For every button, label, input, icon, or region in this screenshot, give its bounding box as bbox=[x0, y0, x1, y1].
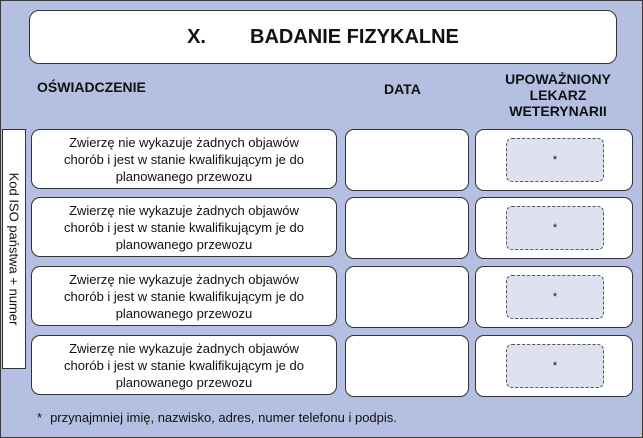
vet-signature-box bbox=[475, 197, 633, 259]
statement-line: planowanego przewozu bbox=[115, 305, 253, 321]
footnote-mark: * bbox=[37, 410, 43, 425]
section-number: X. bbox=[187, 25, 206, 48]
date-column-header: DATA bbox=[384, 81, 421, 97]
vet-signature-box bbox=[475, 335, 633, 397]
iso-code-label: Kod ISO państwa + numer bbox=[6, 172, 22, 326]
statement-column-header: OŚWIADCZENIE bbox=[37, 79, 146, 95]
section-title-box bbox=[29, 10, 617, 64]
date-field[interactable] bbox=[345, 335, 469, 397]
signature-field[interactable]: * bbox=[506, 275, 604, 319]
date-field[interactable] bbox=[345, 197, 469, 259]
signature-field[interactable]: * bbox=[506, 138, 604, 182]
vet-header-line-1: UPOWAŻNIONY bbox=[505, 71, 611, 87]
statement-box bbox=[31, 266, 337, 326]
statement-line: chorób i jest w stanie kwalifikującym je do bbox=[64, 151, 304, 167]
statement-line: planowanego przewozu bbox=[115, 236, 253, 252]
statement-line: Zwierzę nie wykazuje żadnych objawów bbox=[69, 134, 299, 150]
statement-line: chorób i jest w stanie kwalifikującym je do bbox=[64, 288, 304, 304]
statement-box bbox=[31, 129, 337, 189]
statement-box bbox=[31, 197, 337, 257]
date-field[interactable] bbox=[345, 266, 469, 328]
statement-line: planowanego przewozu bbox=[115, 374, 253, 390]
statement-box bbox=[31, 335, 337, 395]
footnote bbox=[37, 410, 397, 425]
vet-signature-box bbox=[475, 129, 633, 191]
statement-line: chorób i jest w stanie kwalifikującym je do bbox=[64, 219, 304, 235]
vet-column-header bbox=[483, 71, 633, 119]
date-field[interactable] bbox=[345, 129, 469, 191]
statement-line: Zwierzę nie wykazuje żadnych objawów bbox=[69, 271, 299, 287]
signature-field[interactable]: * bbox=[506, 344, 604, 388]
signature-field[interactable]: * bbox=[506, 206, 604, 250]
vet-header-line-3: WETERYNARII bbox=[509, 103, 607, 119]
section-title: BADANIE FIZYKALNE bbox=[250, 25, 459, 48]
statement-line: Zwierzę nie wykazuje żadnych objawów bbox=[69, 202, 299, 218]
vet-signature-box bbox=[475, 266, 633, 328]
footnote-text: przynajmniej imię, nazwisko, adres, numer telefonu i podpis. bbox=[50, 410, 397, 425]
statement-line: chorób i jest w stanie kwalifikującym je do bbox=[64, 357, 304, 373]
iso-code-label-box bbox=[2, 129, 26, 369]
vet-header-line-2: LEKARZ bbox=[529, 87, 587, 103]
statement-line: Zwierzę nie wykazuje żadnych objawów bbox=[69, 340, 299, 356]
statement-line: planowanego przewozu bbox=[115, 168, 253, 184]
